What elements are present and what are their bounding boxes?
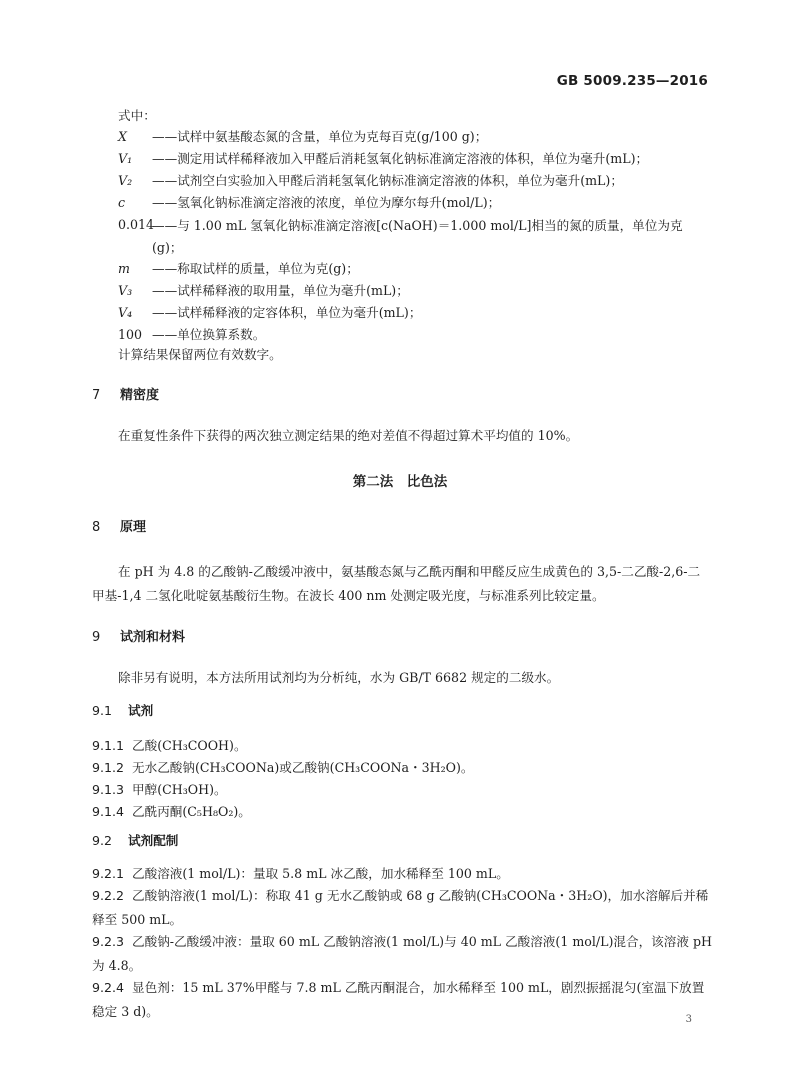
legend-symbol: m: [118, 261, 130, 276]
legend-definition: ——氢氧化钠标准滴定溶液的浓度，单位为摩尔每升(mol/L)；: [152, 195, 501, 210]
legend-intro: 式中：: [118, 108, 156, 123]
reagent-item: [92, 756, 712, 780]
page-number: 3: [685, 1014, 692, 1025]
section-heading-7: [92, 386, 159, 406]
section-number: 9.1: [92, 703, 113, 718]
item-text: 乙酸钠溶液(1 mol/L)：称取 41 g 无水乙酸钠或 68 g 乙酸钠(CH₃COONa・3H₂O)，加水溶解后并稀释至 500 mL。: [92, 888, 709, 927]
preparation-item: [92, 862, 712, 886]
section-title: 原理: [120, 520, 147, 535]
legend-symbol: 100: [118, 327, 143, 342]
item-text: 乙酸溶液(1 mol/L)：量取 5.8 mL 冰乙酸，加水稀释至 100 mL。: [132, 866, 509, 881]
standard-code: GB 5009.235—2016: [556, 73, 708, 89]
method-title: 第二法 比色法: [352, 474, 448, 490]
section-number: 8: [92, 520, 101, 535]
preparation-item: [92, 930, 712, 978]
item-text: 乙酰丙酮(C₅H₈O₂)。: [132, 804, 251, 819]
item-text: 乙酸(CH₃COOH)。: [132, 738, 247, 753]
item-text: 显色剂：15 mL 37%甲醛与 7.8 mL 乙酰丙酮混合，加水稀释至 100 mL，剧烈振摇混匀(室温下放置稳定 3 d)。: [92, 980, 705, 1019]
item-number: 9.1.2: [92, 760, 125, 775]
legend-symbol: X: [118, 129, 127, 144]
item-number: 9.2.1: [92, 866, 125, 881]
item-number: 9.2.4: [92, 980, 125, 995]
section-8-text: 在 pH 为 4.8 的乙酸钠-乙酸缓冲液中，氨基酸态氮与乙酰丙酮和甲醛反应生成黄色的 3,5-二乙酸-2,6-二甲基-1,4 二氢化吡啶氨基酸衍生物。在波长 400 nm 处测定吸光度，与标准系列比较定量。: [92, 564, 701, 603]
legend-definition: ——试剂空白实验加入甲醛后消耗氢氧化钠标准滴定溶液的体积，单位为毫升(mL)；: [152, 173, 623, 188]
legend-definition: ——测定用试样稀释液加入甲醛后消耗氢氧化钠标准滴定溶液的体积，单位为毫升(mL)；: [152, 151, 649, 166]
legend-definition: ——称取试样的质量，单位为克(g)；: [152, 261, 359, 276]
item-text: 无水乙酸钠(CH₃COONa)或乙酸钠(CH₃COONa・3H₂O)。: [132, 760, 474, 775]
section-heading-9: [92, 628, 185, 648]
legend-symbol: 0.014: [118, 217, 155, 232]
legend-symbol: V₁: [118, 151, 133, 166]
legend-symbol: V₃: [118, 283, 133, 298]
item-number: 9.2.2: [92, 888, 125, 903]
legend-symbol: V₂: [118, 173, 133, 188]
section-9-text: 除非另有说明，本方法所用试剂均为分析纯，水为 GB/T 6682 规定的二级水。: [118, 670, 560, 685]
preparation-item: [92, 884, 712, 932]
preparation-item: [92, 976, 712, 1024]
item-text: 乙酸钠-乙酸缓冲液：量取 60 mL 乙酸钠溶液(1 mol/L)与 40 mL 乙酸溶液(1 mol/L)混合，该溶液 pH 为 4.8。: [92, 934, 713, 973]
legend-definition: ——单位换算系数。: [152, 327, 266, 342]
legend-symbol: V₄: [118, 305, 133, 320]
reagent-item: [92, 800, 712, 824]
section-title: 精密度: [120, 388, 160, 403]
item-number: 9.1.3: [92, 782, 125, 797]
section-number: 7: [92, 388, 101, 403]
section-heading-9-1: [92, 701, 153, 721]
section-title: 试剂配制: [128, 833, 179, 848]
legend-definition: ——试样稀释液的定容体积，单位为毫升(mL)；: [152, 305, 422, 320]
section-heading-9-2: [92, 831, 178, 851]
legend-definition: ——试样稀释液的取用量，单位为毫升(mL)；: [152, 283, 409, 298]
section-heading-8: [92, 518, 146, 538]
item-number: 9.2.3: [92, 934, 125, 949]
item-number: 9.1.1: [92, 738, 125, 753]
legend-definition: ——与 1.00 mL 氢氧化钠标准滴定溶液[c(NaOH)＝1.000 mol/L]相当的氮的质量，单位为克(g)；: [152, 218, 683, 255]
legend-symbol: c: [118, 195, 126, 210]
section-number: 9.2: [92, 833, 113, 848]
item-number: 9.1.4: [92, 804, 125, 819]
reagent-item: [92, 778, 712, 802]
section-number: 9: [92, 630, 101, 645]
section-7-text: 在重复性条件下获得的两次独立测定结果的绝对差值不得超过算术平均值的 10%。: [118, 428, 579, 443]
section-title: 试剂: [128, 703, 154, 718]
item-text: 甲醇(CH₃OH)。: [132, 782, 227, 797]
reagent-item: [92, 734, 712, 758]
legend-definition: ——试样中氨基酸态氮的含量，单位为克每百克(g/100 g)；: [152, 129, 488, 144]
legend-note: 计算结果保留两位有效数字。: [118, 347, 282, 362]
section-title: 试剂和材料: [120, 630, 186, 645]
